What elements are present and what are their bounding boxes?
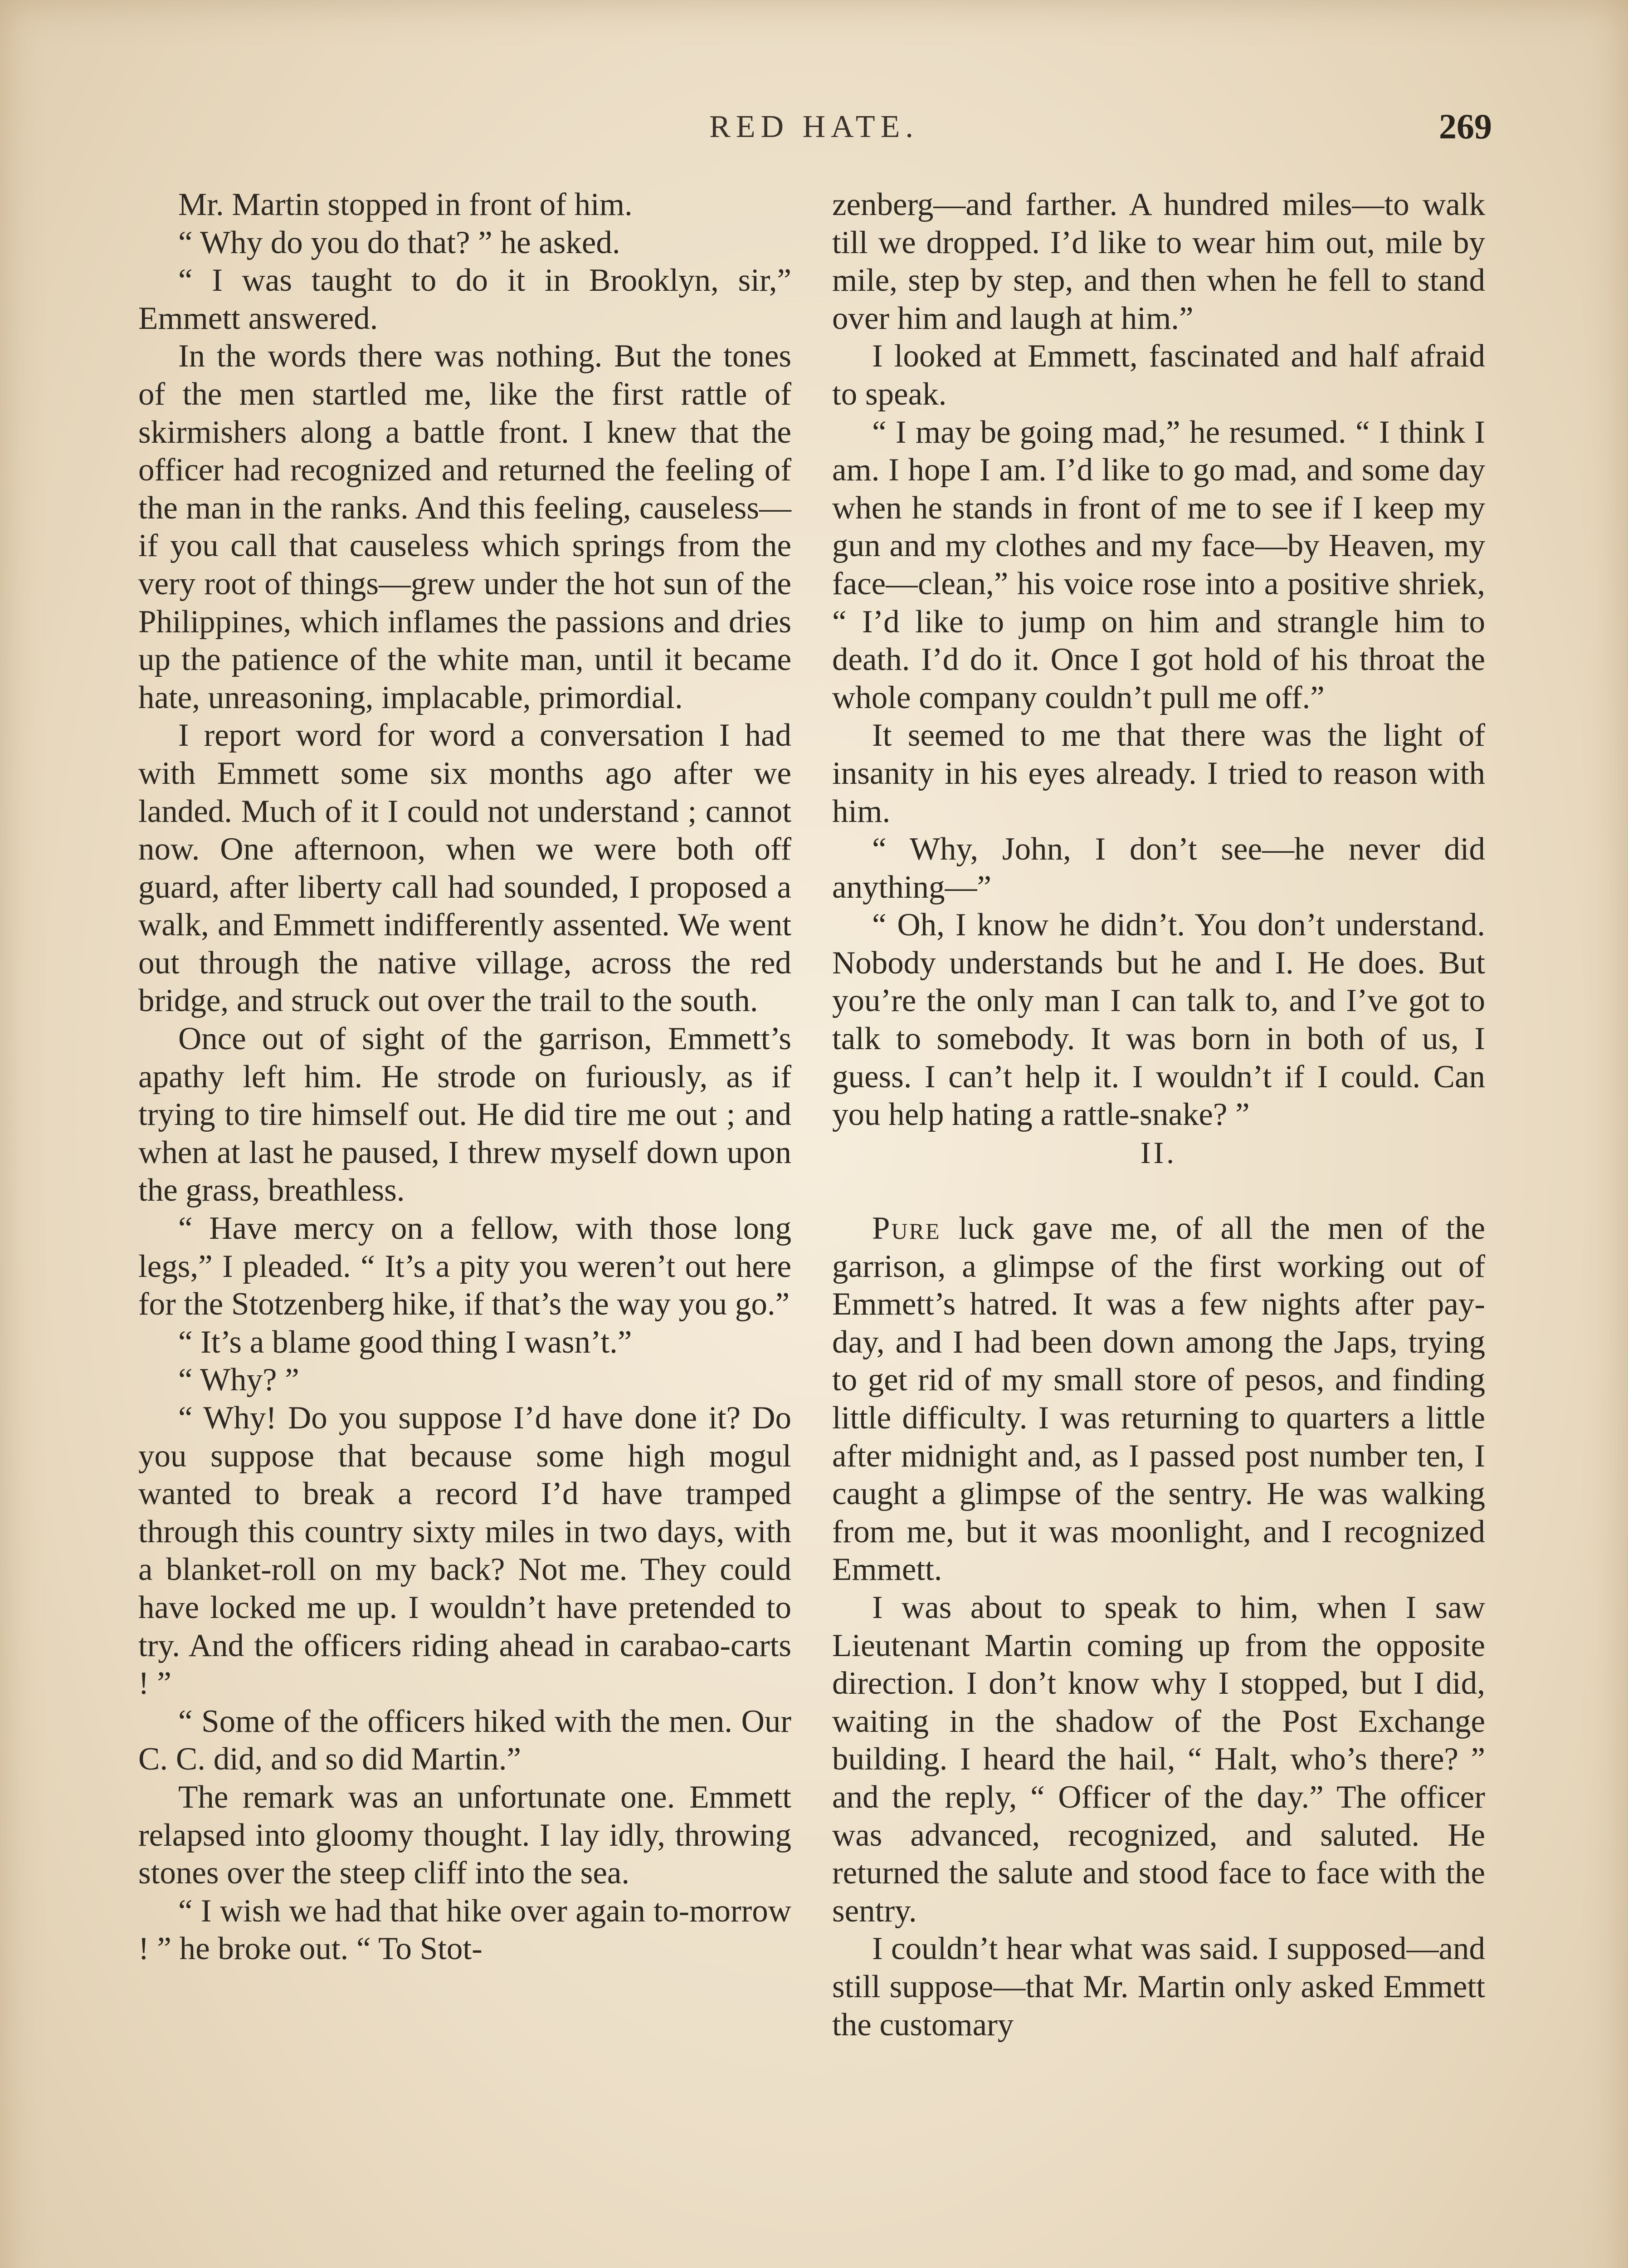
paragraph: I report word for word a conversation I had with Emmett some six months ago after we landed. Much of it I could not understand ; cannot now. One afternoon, when we were both off guard, after liberty call had sounded, I proposed a walk, and Emmett indifferently assented. We went out through the native village, across the red bridge, and struck out over the trail to the south. — [138, 718, 791, 1019]
paragraph: Once out of sight of the garrison, Emmett’s apathy left him. He strode on furiously, as if trying to tire himself out. He did tire me out ; and when at last he paused, I threw myself down upon the grass, breathless. — [138, 1021, 791, 1208]
left-column — [138, 186, 791, 1968]
paragraph: “ Have mercy on a fellow, with those long legs,” I pleaded. “ It’s a pity you weren’t out here for the Stotzenberg hike, if that’s the way you go.” — [138, 1211, 791, 1322]
paragraph: “ I wish we had that hike over again to-morrow ! ” he broke out. “ To Stot- — [138, 1893, 791, 1967]
page-number: 269 — [1439, 107, 1492, 146]
paragraph: “ I may be going mad,” he resumed. “ I think I am. I hope I am. I’d like to go mad, and some day when he stands in front of me to see if I keep my gun and my clothes and my face—by Heaven, my face—clean,” his voice rose into a positive shriek, “ I’d like to jump on him and strangle him to death. I’d do it. Once I got hold of his throat the whole company couldn’t pull me off.” — [832, 414, 1485, 715]
paragraph: “ Some of the officers hiked with the men. Our C. C. did, and so did Martin.” — [138, 1703, 791, 1777]
paragraph: “ Why! Do you suppose I’d have done it? Do you suppose that because some high mogul wanted to break a record I’d have tramped through this country sixty miles in two days, with a blanket-roll on my back? Not me. They could have locked me up. I wouldn’t have pretended to try. And the officers riding ahead in carabao-carts ! ” — [138, 1400, 791, 1701]
section-heading: II. — [1140, 1135, 1177, 1170]
paragraph: “ I was taught to do it in Brooklyn, sir,” Emmett answered. — [138, 263, 791, 336]
paragraph: “ Why, John, I don’t see—he never did anything—” — [832, 831, 1485, 905]
paragraph: Mr. Martin stopped in front of him. — [178, 187, 633, 222]
paragraph — [832, 1210, 1485, 1589]
paragraph: The remark was an unfortunate one. Emmett relapsed into gloomy thought. I lay idly, throwing stones over the steep cliff into the sea. — [138, 1779, 791, 1891]
paragraph-text: luck gave me, of all the men of the garrison, a glimpse of the first working out of Emmett’s hatred. It was a few nights after pay-day, and I had been down among the Japs, trying to get rid of my small store of pesos, and finding little difficulty. I was returning to quarters a little after midnight and, as I passed post number ten, I caught a glimpse of the sentry. He was walking from me, but it was moonlight, and I recognized Emmett. — [832, 1211, 1485, 1588]
paragraph: I was about to speak to him, when I saw Lieutenant Martin coming up from the opposite direction. I don’t know why I stopped, but I did, waiting in the shadow of the Post Exchange building. I heard the hail, “ Halt, who’s there? ” and the reply, “ Officer of the day.” The officer was advanced, recognized, and saluted. He returned the salute and stood face to face with the sentry. — [832, 1589, 1485, 1929]
page-header — [136, 109, 1492, 159]
paragraph: “ Oh, I know he didn’t. You don’t understand. Nobody understands but he and I. He does. But you’re the only man I can talk to, and I’ve got to talk to somebody. It was born in both of us, I guess. I can’t help it. I wouldn’t if I could. Can you help hating a rattle-snake? ” — [832, 907, 1485, 1133]
paragraph: “ Why do you do that? ” he asked. — [178, 225, 620, 260]
right-column — [832, 186, 1485, 2044]
running-title: RED HATE. — [709, 109, 919, 144]
drop-word: Pure — [872, 1211, 941, 1246]
paragraph: zenberg—and farther. A hundred miles—to walk till we dropped. I’d like to wear him out, mile by mile, step by step, and then when he fell to stand over him and laugh at him.” — [832, 187, 1485, 336]
paragraph: It seemed to me that there was the light of insanity in his eyes already. I tried to reason with him. — [832, 718, 1485, 829]
paragraph: I looked at Emmett, fascinated and half afraid to speak. — [832, 338, 1485, 412]
paragraph: In the words there was nothing. But the tones of the men startled me, like the first rattle of skirmishers along a battle front. I knew that the officer had recognized and returned the feeling of the man in the ranks. And this feeling, causeless—if you call that causeless which springs from the very root of things—grew under the hot sun of the Philippines, which inflames the passions and dries up the patience of the white man, until it became hate, unreasoning, implacable, primordial. — [138, 338, 791, 715]
paragraph: “ It’s a blame good thing I wasn’t.” — [178, 1324, 632, 1360]
paragraph: I couldn’t hear what was said. I supposed—and still suppose—that Mr. Martin only asked Emmett the customary — [832, 1931, 1485, 2043]
paragraph: “ Why? ” — [178, 1362, 299, 1398]
